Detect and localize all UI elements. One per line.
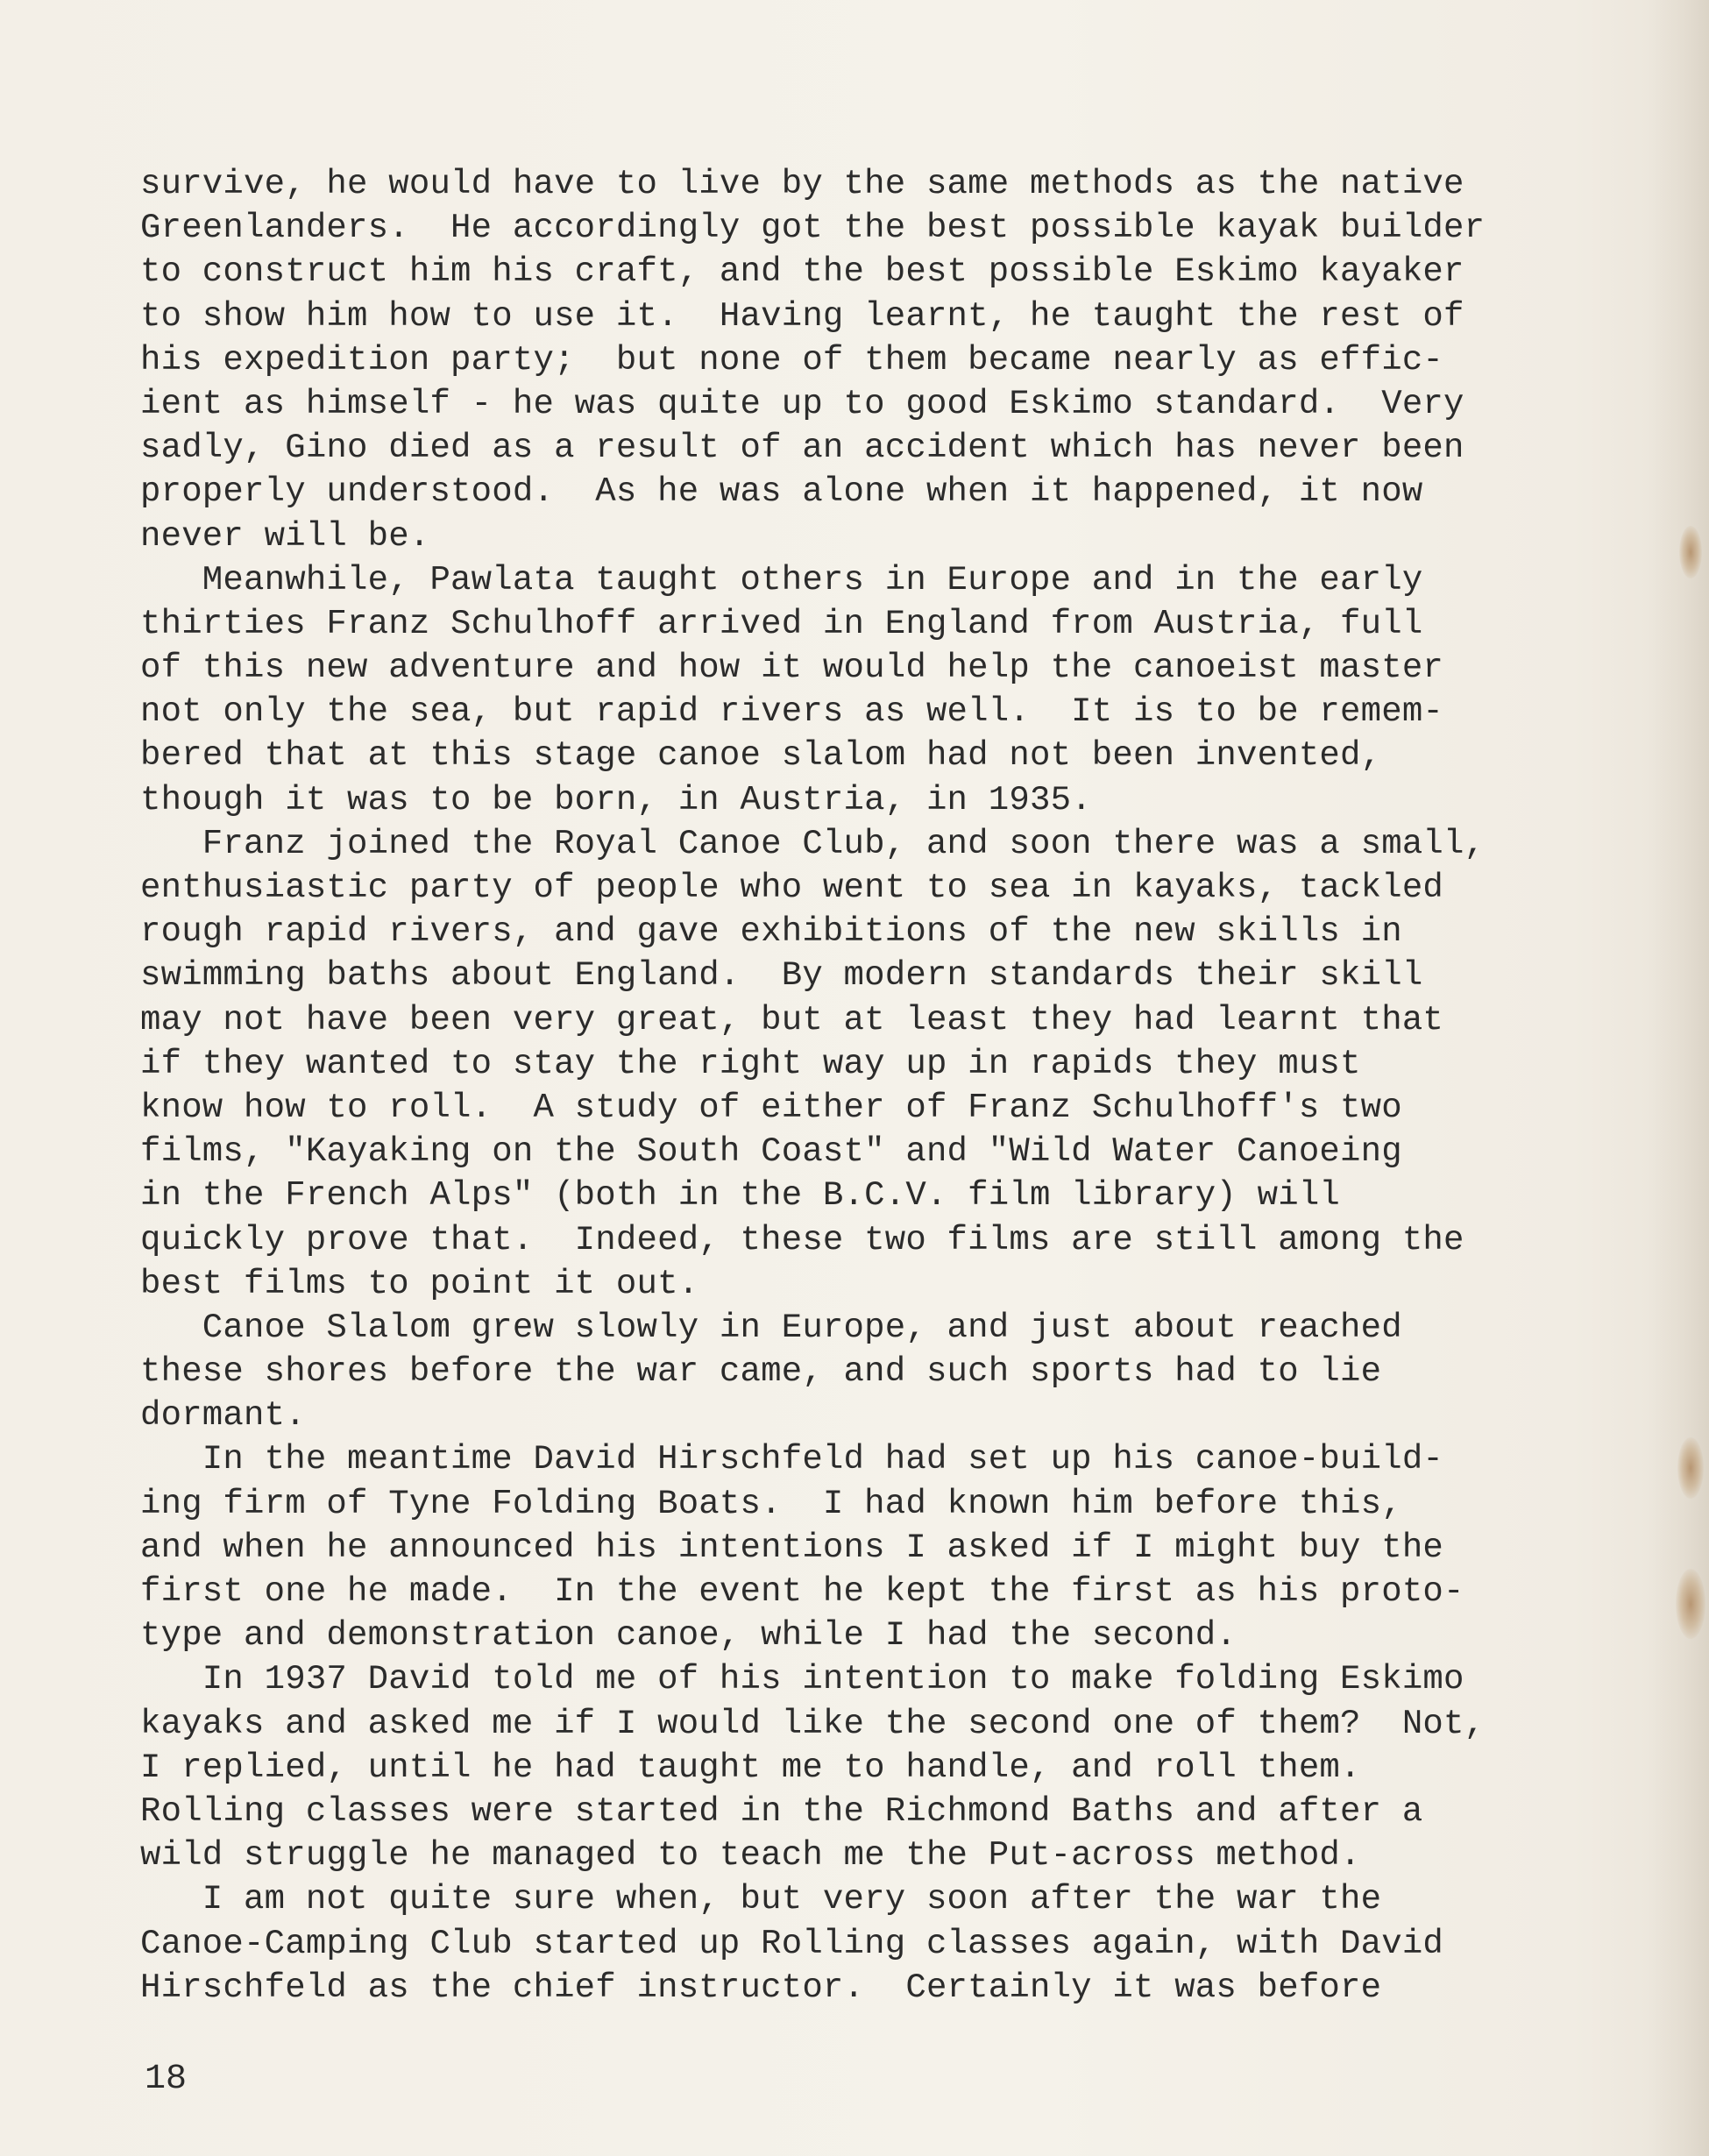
text-line: though it was to be born, in Austria, in 1935. <box>140 780 1092 819</box>
text-line: not only the sea, but rapid rivers as well. It is to be remem- <box>140 692 1444 732</box>
rust-stain <box>1677 1437 1704 1499</box>
text-line: swimming baths about England. By modern standards their skill <box>140 956 1423 996</box>
page-fold-shadow <box>1648 0 1709 2156</box>
text-line: Canoe-Camping Club started up Rolling classes again, with David <box>140 1924 1444 1963</box>
rust-stain <box>1679 526 1702 578</box>
text-line: rough rapid rivers, and gave exhibitions of the new skills in <box>140 912 1402 952</box>
text-line: Greenlanders. He accordingly got the best possible kayak builder <box>140 209 1486 248</box>
text-line: wild struggle he managed to teach me the Put-across method. <box>140 1836 1361 1876</box>
text-line: and when he announced his intentions I asked if I might buy the <box>140 1528 1444 1567</box>
text-line: thirties Franz Schulhoff arrived in England from Austria, full <box>140 604 1423 643</box>
text-line: to show him how to use it. Having learnt, he taught the rest of <box>140 296 1464 336</box>
text-line: these shores before the war came, and such sports had to lie <box>140 1352 1382 1392</box>
text-line: sadly, Gino died as a result of an accident which has never been <box>140 429 1464 468</box>
text-line: of this new adventure and how it would help the canoeist master <box>140 649 1444 688</box>
text-line: quickly prove that. Indeed, these two films are still among the <box>140 1220 1464 1259</box>
text-line: I replied, until he had taught me to handle, and roll them. <box>140 1748 1361 1787</box>
text-line: kayaks and asked me if I would like the second one of them? Not, <box>140 1704 1486 1743</box>
text-line: Rolling classes were started in the Richmond Baths and after a <box>140 1791 1423 1831</box>
text-line: never will be. <box>140 516 430 556</box>
body-text <box>140 162 1578 2010</box>
text-line: first one he made. In the event he kept the first as his proto- <box>140 1572 1464 1611</box>
text-line: In the meantime David Hirschfeld had set up his canoe-build- <box>140 1440 1444 1479</box>
text-line: to construct him his craft, and the best possible Eskimo kayaker <box>140 252 1464 292</box>
text-line: Franz joined the Royal Canoe Club, and soon there was a small, <box>140 824 1486 863</box>
text-line: enthusiastic party of people who went to sea in kayaks, tackled <box>140 869 1444 907</box>
text-line: dormant. <box>140 1396 306 1436</box>
page-number: 18 <box>145 2060 188 2099</box>
text-line: Hirschfeld as the chief instructor. Certainly it was before <box>140 1968 1382 2007</box>
text-line: properly understood. As he was alone when it happened, it now <box>140 472 1423 512</box>
text-line: if they wanted to stay the right way up in rapids they must <box>140 1044 1361 1083</box>
text-line: his expedition party; but none of them became nearly as effic- <box>140 340 1444 379</box>
text-line: bered that at this stage canoe slalom had not been invented, <box>140 736 1382 776</box>
text-line: know how to roll. A study of either of Franz Schulhoff's two <box>140 1088 1402 1127</box>
text-line: survive, he would have to live by the same methods as the native <box>140 165 1464 203</box>
text-line: Canoe Slalom grew slowly in Europe, and just about reached <box>140 1308 1402 1347</box>
text-line: ient as himself - he was quite up to good Eskimo standard. Very <box>140 384 1464 423</box>
text-line: in the French Alps" (both in the B.C.V. film library) will <box>140 1176 1341 1216</box>
text-line: best films to point it out. <box>140 1264 699 1303</box>
text-line: In 1937 David told me of his intention to make folding Eskimo <box>140 1660 1464 1699</box>
text-line: type and demonstration canoe, while I had the second. <box>140 1616 1237 1656</box>
text-line: Meanwhile, Pawlata taught others in Europe and in the early <box>140 560 1423 599</box>
text-line: ing firm of Tyne Folding Boats. I had known him before this, <box>140 1484 1402 1523</box>
text-line: I am not quite sure when, but very soon after the war the <box>140 1880 1382 1919</box>
text-line: may not have been very great, but at least they had learnt that <box>140 1000 1444 1039</box>
rust-stain <box>1676 1569 1705 1639</box>
text-line: films, "Kayaking on the South Coast" and "Wild Water Canoeing <box>140 1132 1402 1172</box>
